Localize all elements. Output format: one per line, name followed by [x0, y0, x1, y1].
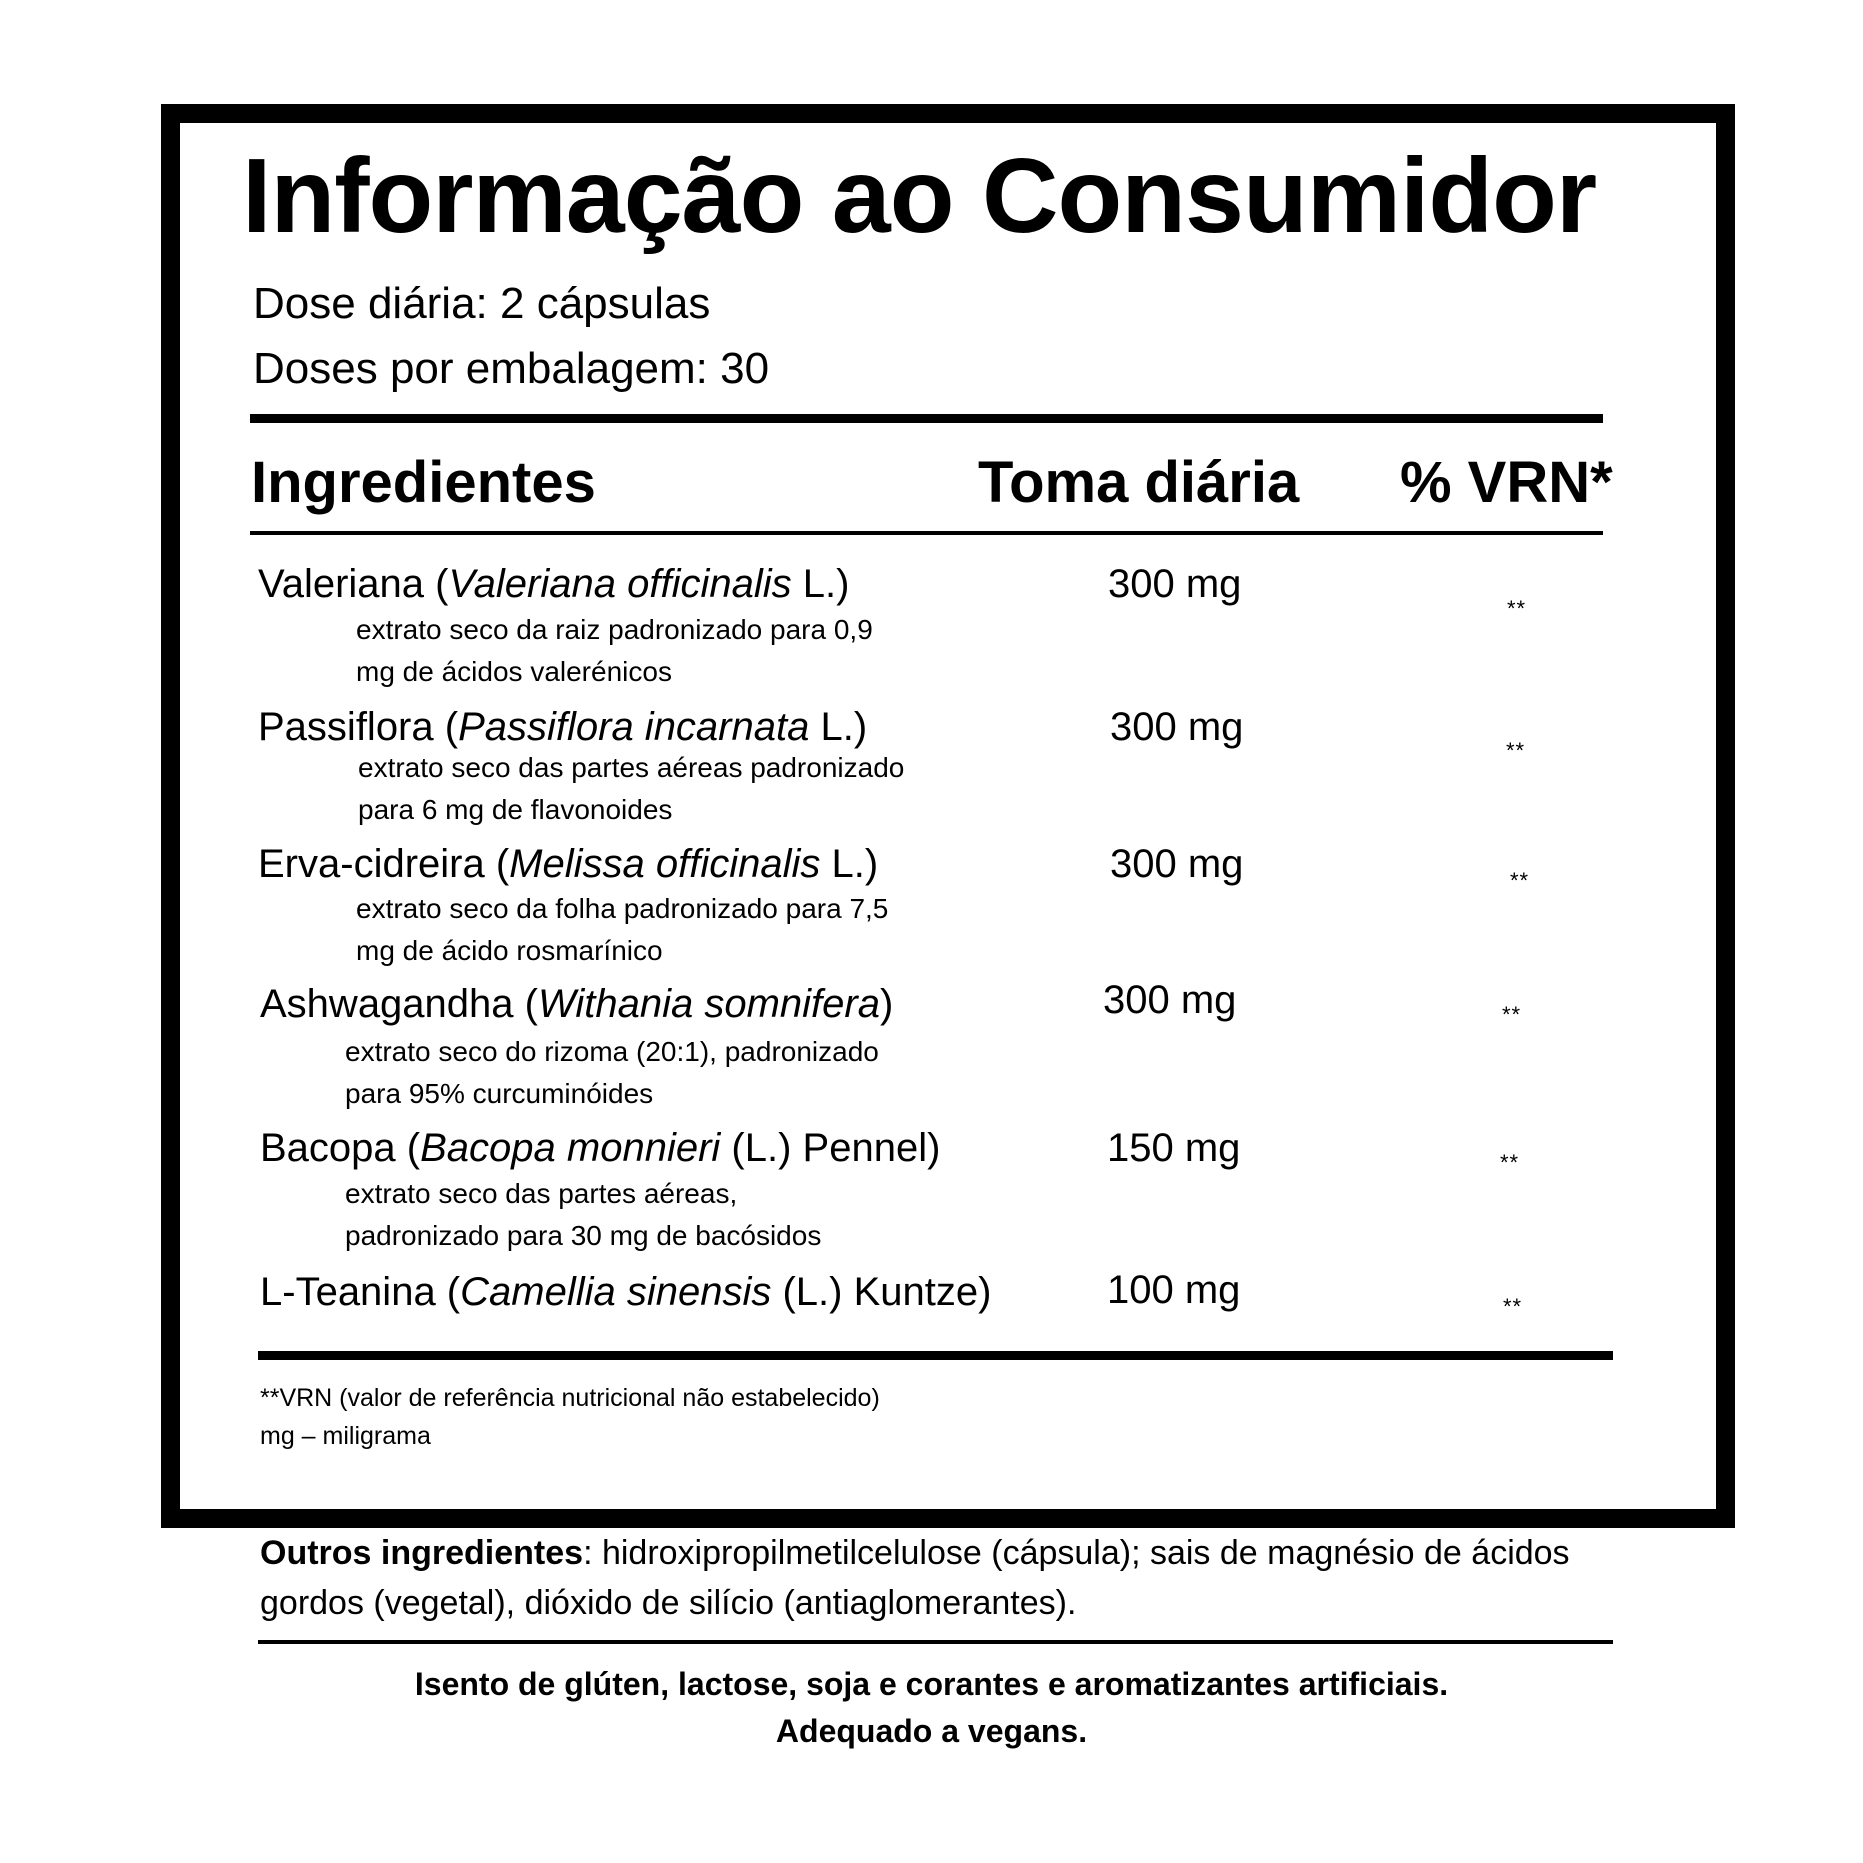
- ingredient-amount: 300 mg: [1103, 978, 1237, 1022]
- ingredient-description: extrato seco das partes aéreas padronizado: [358, 752, 905, 783]
- ingredient-amount: 300 mg: [1110, 842, 1244, 886]
- allergen-claim: Isento de glúten, lactose, soja e corantes e aromatizantes artificiais.: [414, 1666, 1449, 1702]
- ingredient-amount: 100 mg: [1107, 1268, 1241, 1312]
- daily-dose: Dose diária: 2 cápsulas: [253, 279, 711, 328]
- ingredient-amount: 300 mg: [1110, 705, 1244, 749]
- vrn-footnote: **VRN (valor de referência nutricional não estabelecido): [260, 1384, 880, 1412]
- ingredient-description: para 6 mg de flavonoides: [358, 794, 673, 825]
- claims-divider: [258, 1640, 1613, 1644]
- ingredient-name: Ashwagandha (Withania somnifera): [260, 982, 894, 1026]
- mg-footnote: mg – miligrama: [260, 1422, 431, 1450]
- table-header-rule: [250, 531, 1603, 535]
- ingredient-description: extrato seco do rizoma (20:1), padronizado: [345, 1036, 879, 1067]
- ingredient-description: extrato seco da raiz padronizado para 0,9: [356, 614, 873, 645]
- header-divider: [250, 414, 1603, 423]
- ingredient-vrn: **: [1506, 738, 1526, 763]
- ingredient-name: Valeriana (Valeriana officinalis L.): [258, 562, 850, 606]
- ingredient-vrn: **: [1500, 1150, 1520, 1175]
- ingredient-description: mg de ácidos valerénicos: [356, 656, 672, 687]
- other-ingredients-text: : hidroxipropilmetilcelulose (cápsula); sais de magnésio de ácidos gordos (vegetal), dióxido de silício (antiaglomerantes).: [260, 1534, 1570, 1622]
- ingredient-vrn: **: [1510, 868, 1530, 893]
- other-ingredients: [260, 1528, 1600, 1628]
- ingredient-name: Erva-cidreira (Melissa officinalis L.): [258, 842, 879, 886]
- ingredient-vrn: **: [1507, 596, 1527, 621]
- header-vrn: % VRN*: [1400, 450, 1613, 515]
- ingredient-description: mg de ácido rosmarínico: [356, 935, 663, 966]
- ingredient-amount: 150 mg: [1107, 1126, 1241, 1170]
- ingredient-description: padronizado para 30 mg de bacósidos: [345, 1220, 822, 1251]
- table-bottom-rule: [258, 1351, 1613, 1360]
- ingredient-description: para 95% curcuminóides: [345, 1078, 654, 1109]
- ingredient-vrn: **: [1503, 1294, 1523, 1319]
- doses-per-package: Doses por embalagem: 30: [253, 344, 770, 393]
- page-title: Informação ao Consumidor: [242, 137, 1597, 255]
- header-ingredients: Ingredientes: [251, 450, 596, 515]
- ingredient-description: extrato seco da folha padronizado para 7,5: [356, 893, 889, 924]
- ingredient-amount: 300 mg: [1108, 562, 1242, 606]
- vegan-claim: Adequado a vegans.: [775, 1713, 1088, 1749]
- ingredient-vrn: **: [1502, 1002, 1522, 1027]
- other-ingredients-label: Outros ingredientes: [260, 1534, 584, 1572]
- ingredient-name: Bacopa (Bacopa monnieri (L.) Pennel): [260, 1126, 941, 1170]
- header-daily-intake: Toma diária: [978, 450, 1300, 515]
- ingredient-name: L-Teanina (Camellia sinensis (L.) Kuntze): [260, 1270, 992, 1314]
- ingredient-description: extrato seco das partes aéreas,: [345, 1178, 738, 1209]
- ingredient-name: Passiflora (Passiflora incarnata L.): [258, 705, 868, 749]
